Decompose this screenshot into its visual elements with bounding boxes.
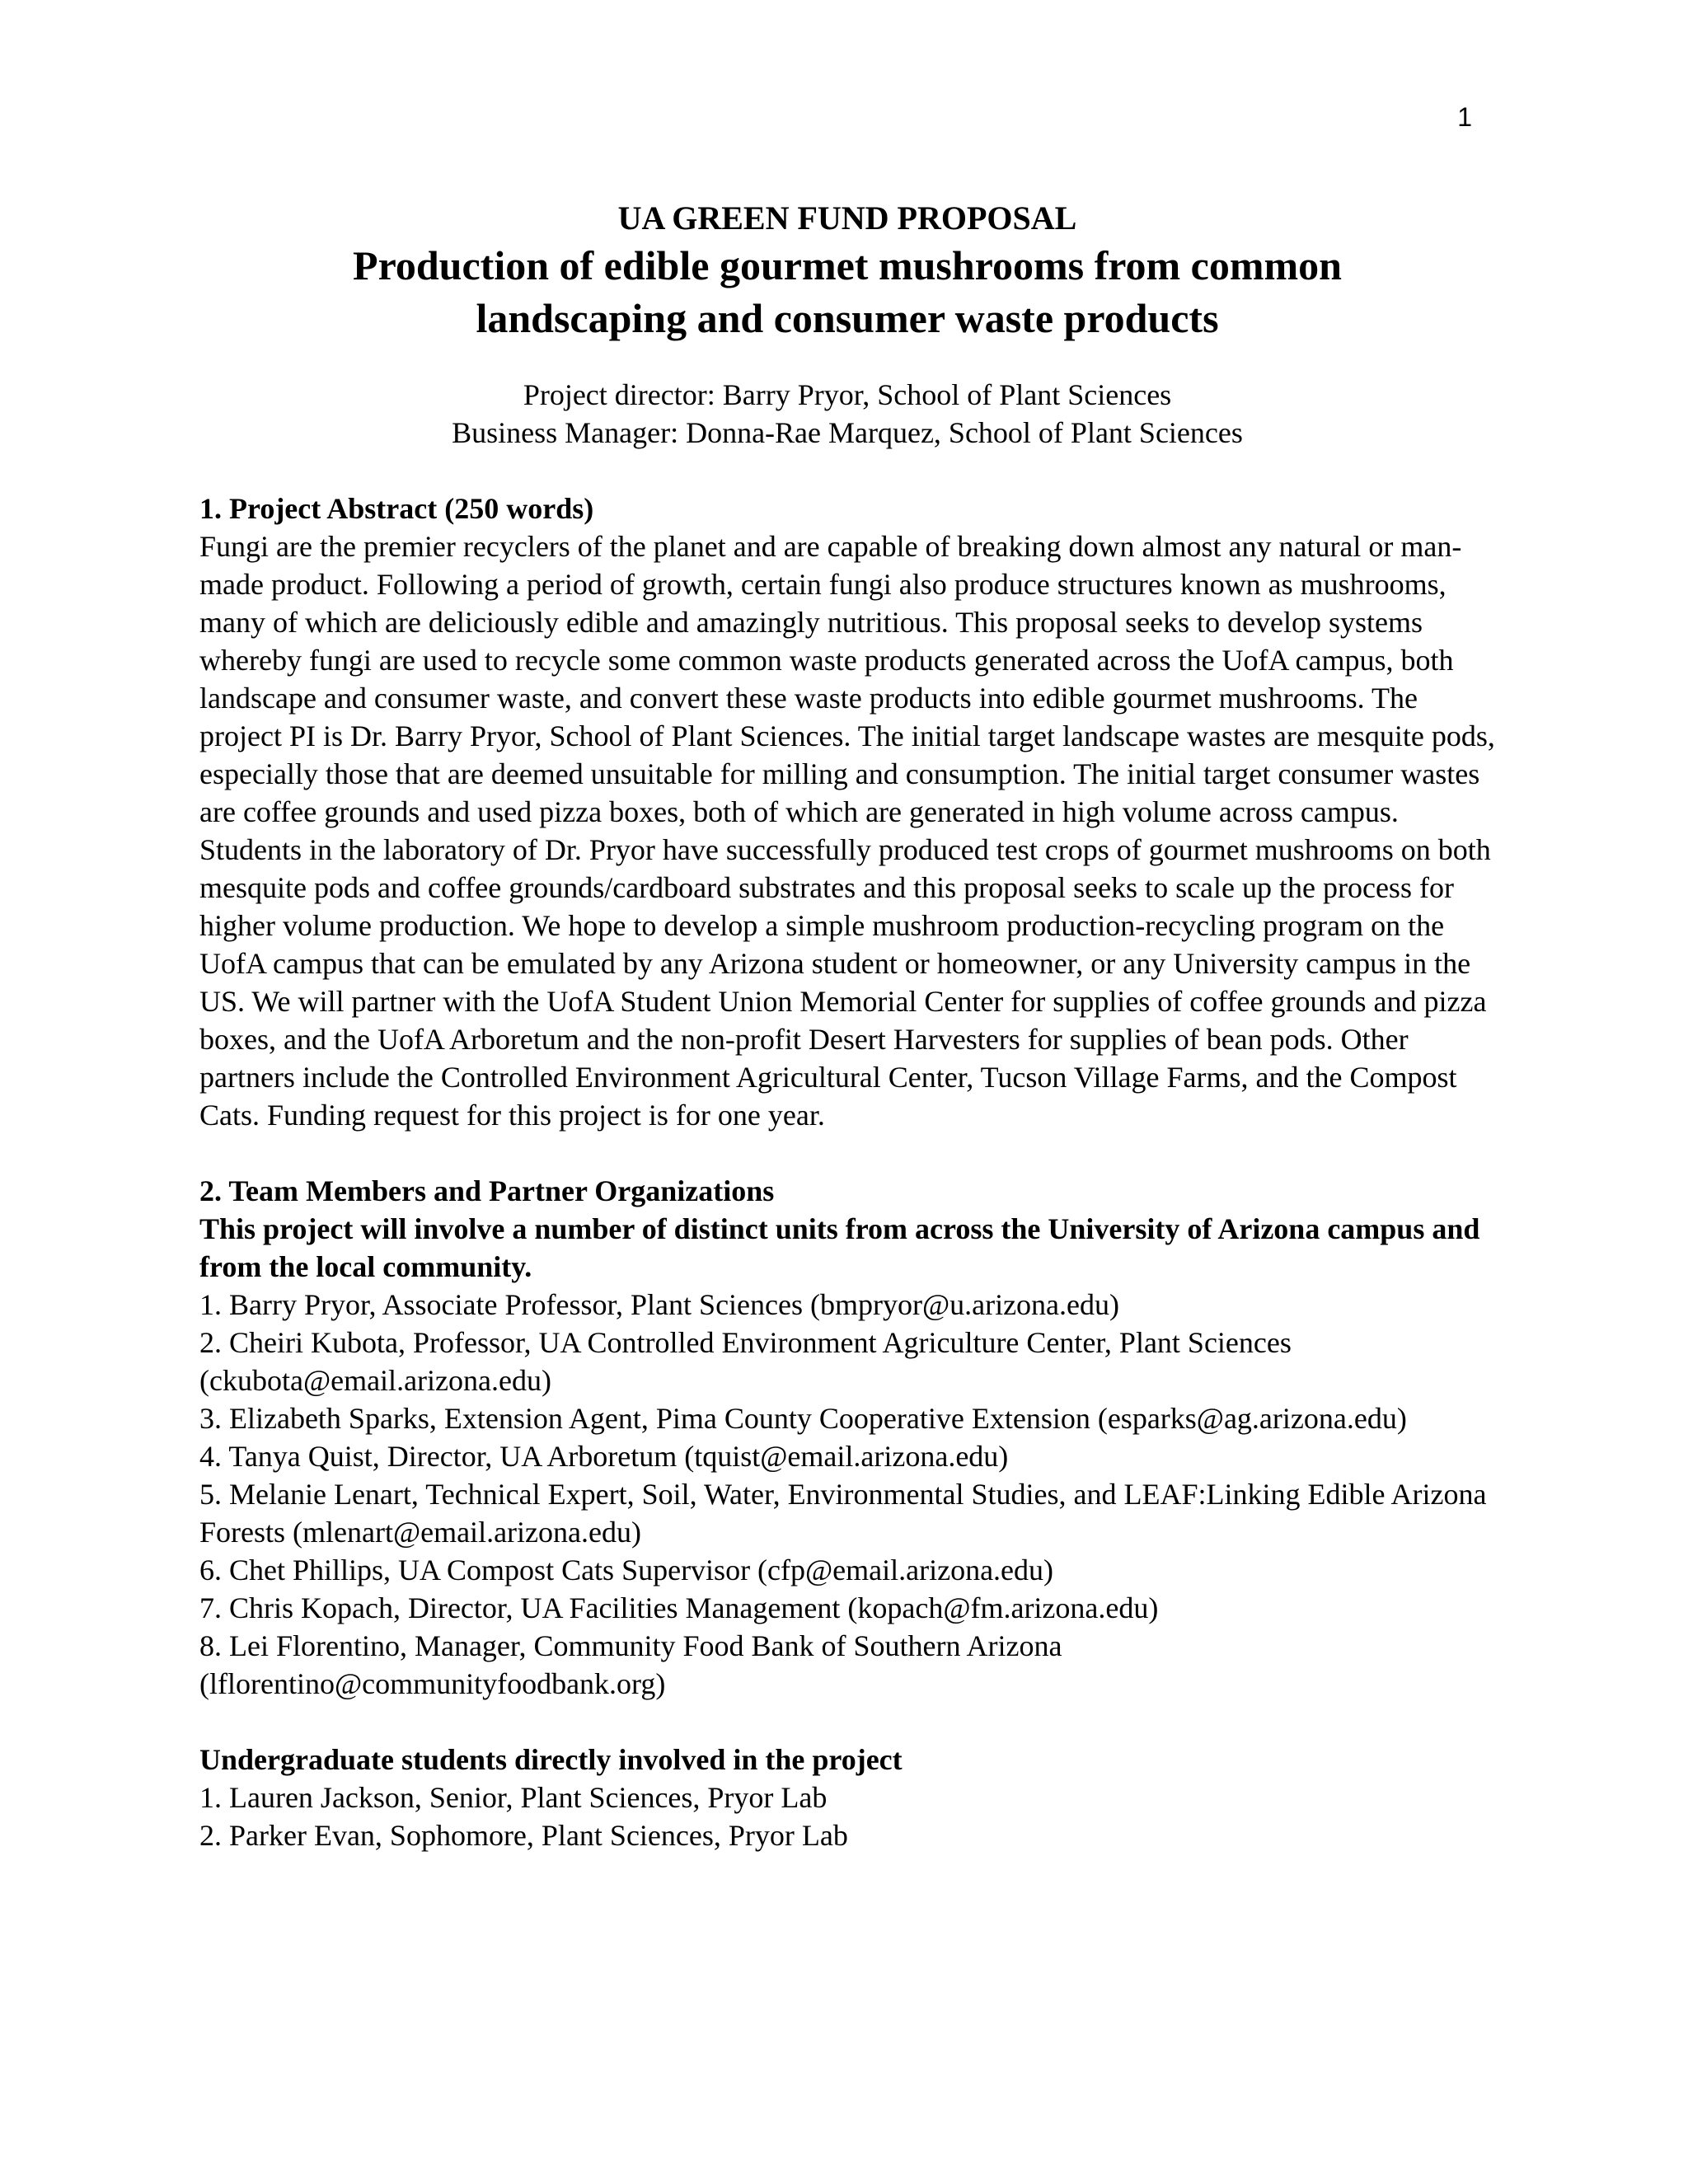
list-item: 1. Lauren Jackson, Senior, Plant Sciences, Pryor Lab: [199, 1781, 828, 1814]
list-item: 6. Chet Phillips, UA Compost Cats Supervisor (cfp@email.arizona.edu): [199, 1554, 1054, 1586]
team-section: [199, 1172, 1495, 1703]
title-line-2: landscaping and consumer waste products: [476, 295, 1219, 341]
list-item: 7. Chris Kopach, Director, UA Facilities Management (kopach@fm.arizona.edu): [199, 1591, 1159, 1624]
page-number: 1: [1457, 102, 1472, 132]
students-section: [199, 1741, 1495, 1854]
project-people: [199, 376, 1495, 452]
document-header: [199, 198, 1495, 452]
proposal-label: UA GREEN FUND PROPOSAL: [617, 199, 1077, 237]
abstract-text: Fungi are the premier recyclers of the planet and are capable of breaking down almost any natural or man-made product. Following a period of growth, certain fungi also produce structures known as mushrooms, many of which are deliciously edible and amazingly nutritious. This proposal seeks to develop systems whereby fungi are used to recycle some common waste products generated across the UofA campus, both landscape and consumer waste, and convert these waste products into edible gourmet mushrooms. The project PI is Dr. Barry Pryor, School of Plant Sciences. The initial target landscape wastes are mesquite pods, especially those that are deemed unsuitable for milling and consumption. The initial target consumer wastes are coffee grounds and used pizza boxes, both of which are generated in high volume across campus. Students in the laboratory of Dr. Pryor have successfully produced test crops of gourmet mushrooms on both mesquite pods and coffee grounds/cardboard substrates and this proposal seeks to scale up the process for higher volume production. We hope to develop a simple mushroom production-recycling program on the UofA campus that can be emulated by any Arizona student or homeowner, or any University campus in the US. We will partner with the UofA Student Union Memorial Center for supplies of coffee grounds and pizza boxes, and the UofA Arboretum and the non-profit Desert Harvesters for supplies of bean pods. Other partners include the Controlled Environment Agricultural Center, Tucson Village Farms, and the Compost Cats. Funding request for this project is for one year.: [199, 530, 1495, 1132]
abstract-heading: 1. Project Abstract (250 words): [199, 492, 594, 525]
project-director: Project director: Barry Pryor, School of Plant Sciences: [523, 378, 1172, 411]
business-manager: Business Manager: Donna-Rae Marquez, School of Plant Sciences: [452, 416, 1243, 449]
students-heading: Undergraduate students directly involved in the project: [199, 1743, 903, 1776]
team-intro: This project will involve a number of distinct units from across the University of Arizona campus and from the local community.: [199, 1212, 1480, 1283]
list-item: 1. Barry Pryor, Associate Professor, Plant Sciences (bmpryor@u.arizona.edu): [199, 1288, 1119, 1321]
list-item: 5. Melanie Lenart, Technical Expert, Soil, Water, Environmental Studies, and LEAF:Linking Edible Arizona Forests (mlenart@email.arizona.edu): [199, 1478, 1487, 1549]
student-list: [199, 1779, 1495, 1854]
list-item: 2. Cheiri Kubota, Professor, UA Controlled Environment Agriculture Center, Plant Sciences (ckubota@email.arizona.edu): [199, 1326, 1292, 1397]
abstract-section: [199, 490, 1495, 1134]
document-title: [199, 239, 1495, 344]
list-item: 3. Elizabeth Sparks, Extension Agent, Pima County Cooperative Extension (esparks@ag.arizona.edu): [199, 1402, 1407, 1435]
team-member-list: [199, 1286, 1495, 1703]
list-item: 4. Tanya Quist, Director, UA Arboretum (tquist@email.arizona.edu): [199, 1440, 1009, 1473]
document-body: [199, 198, 1495, 1854]
list-item: 2. Parker Evan, Sophomore, Plant Sciences, Pryor Lab: [199, 1819, 848, 1852]
team-heading: 2. Team Members and Partner Organizations: [199, 1174, 775, 1207]
list-item: 8. Lei Florentino, Manager, Community Food Bank of Southern Arizona (lflorentino@communityfoodbank.org): [199, 1629, 1062, 1700]
title-line-1: Production of edible gourmet mushrooms from common: [353, 242, 1342, 288]
